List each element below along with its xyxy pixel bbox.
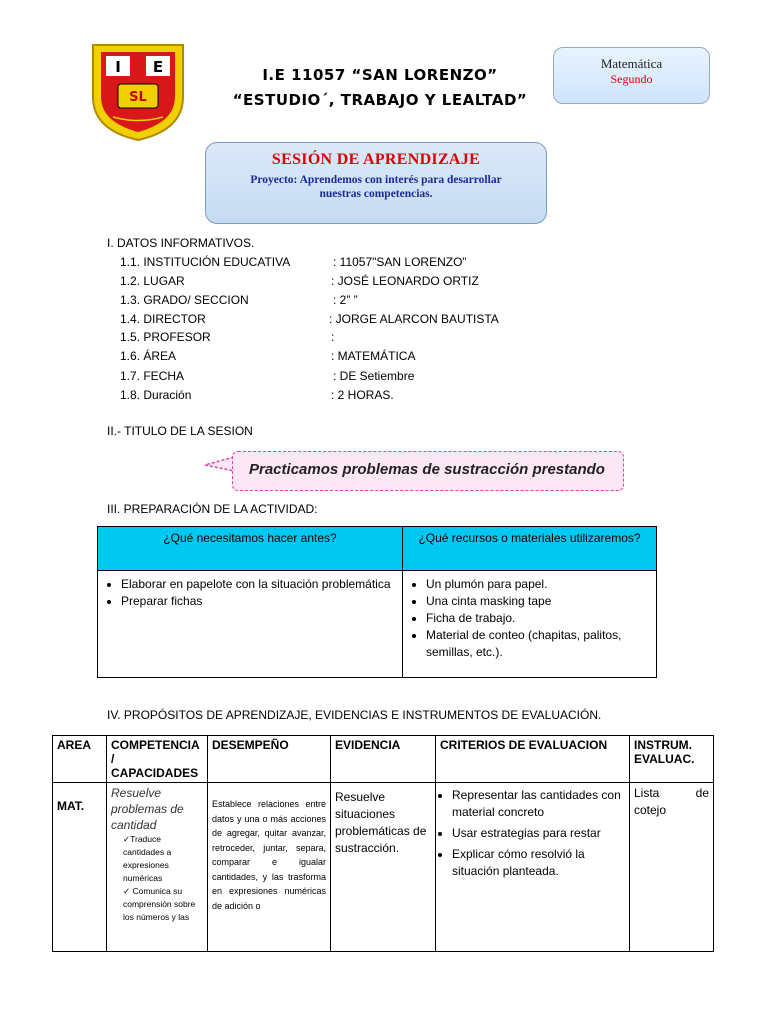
datos-value: :: [331, 330, 335, 344]
school-name: I.E 11057 “SAN LORENZO”: [262, 66, 498, 84]
datos-label: 1.7. FECHA: [120, 369, 185, 383]
crest-monogram: SL: [129, 90, 147, 105]
subject-area: Matemática: [600, 56, 663, 71]
prep-col2-cell: [403, 571, 657, 678]
col-header: AREA: [53, 736, 107, 783]
datos-label: 1.8. Duración: [120, 388, 192, 402]
session-title-callout: [232, 451, 624, 491]
list-item: • Un plumón para papel.: [426, 576, 655, 593]
criterio-item: • Representar las cantidades con material concreto: [452, 787, 625, 821]
datos-label: 1.4. DIRECTOR: [120, 312, 206, 326]
datos-value: : MATEMÁTICA: [331, 349, 416, 363]
datos-label: 1.5. PROFESOR: [120, 330, 211, 344]
col-header: CRITERIOS DE EVALUACION: [436, 736, 630, 783]
datos-label: 1.3. GRADO/ SECCION: [120, 293, 249, 307]
desempeno-text: Establece relaciones entre datos y una o más acciones de agregar, quitar avanzar, retroceder, juntar, separa, comparar e igualar cantidades, y las trasforma en expresiones numéricas de adición o: [212, 799, 326, 911]
crest-letter-e: E: [152, 58, 164, 76]
area-cell: MAT.: [53, 783, 107, 952]
desempeno-cell: [208, 783, 331, 952]
col-header: INSTRUM. EVALUAC.: [630, 736, 714, 783]
crest-letter-i: I: [115, 58, 121, 76]
datos-value: : 2 HORAS.: [331, 388, 394, 402]
propositos-table: [52, 735, 714, 952]
list-item: • Una cinta masking tape: [426, 593, 655, 610]
datos-label: 1.2. LUGAR: [120, 274, 185, 288]
datos-label: 1.6. ÁREA: [120, 349, 177, 363]
col-header: EVIDENCIA: [331, 736, 436, 783]
propositos-heading: IV. PROPÓSITOS DE APRENDIZAJE, EVIDENCIAS E INSTRUMENTOS DE EVALUACIÓN.: [107, 708, 602, 722]
session-box: [205, 142, 547, 224]
criterio-item: • Explicar cómo resolvió la situación planteada.: [452, 846, 625, 880]
titulo-heading: II.- TITULO DE LA SESION: [107, 424, 253, 438]
capacidad-item: ✓ Comunica su comprensión sobre los números y las: [123, 886, 196, 922]
list-item: • Material de conteo (chapitas, palitos, semillas, etc.).: [426, 627, 655, 661]
preparacion-table: [97, 526, 657, 678]
prep-col1-cell: [98, 571, 403, 678]
school-motto: “ESTUDIO´, TRABAJO Y LEALTAD”: [232, 91, 528, 109]
session-project: Proyecto: Aprendemos con interés para desarrollar nuestras competencias.: [250, 174, 502, 200]
instrumento-text: Lista de cotejo: [634, 786, 709, 817]
datos-heading: I. DATOS INFORMATIVOS.: [107, 236, 255, 250]
evidencia-cell: [331, 783, 436, 952]
datos-value: : 11057"SAN LORENZO”: [333, 255, 467, 269]
subject-badge: [553, 47, 710, 104]
competencia-title: Resuelve problemas de cantidad: [111, 786, 184, 832]
instrumento-cell: [630, 783, 714, 952]
datos-value: : DE Setiembre: [333, 369, 415, 383]
criterios-cell: [436, 783, 630, 952]
evidencia-text: Resuelve situaciones problemáticas de sustracción.: [335, 790, 427, 855]
preparacion-heading: III. PREPARACIÓN DE LA ACTIVIDAD:: [107, 502, 318, 516]
competencia-cell: [107, 783, 208, 952]
list-item: • Elaborar en papelote con la situación problemática: [121, 576, 401, 593]
session-title: SESIÓN DE APRENDIZAJE: [271, 151, 481, 168]
datos-label: 1.1. INSTITUCIÓN EDUCATIVA: [120, 255, 291, 269]
prep-col1-header: ¿Qué necesitamos hacer antes?: [98, 527, 403, 571]
prep-col2-header: ¿Qué recursos o materiales utilizaremos?: [403, 527, 657, 571]
col-header: DESEMPEÑO: [208, 736, 331, 783]
col-header: COMPETENCIA / CAPACIDADES: [107, 736, 208, 783]
list-item: • Preparar fichas: [121, 593, 401, 610]
callout-pointer: [203, 455, 235, 475]
capacidad-item: ✓Traduce cantidades a expresiones numéricas: [123, 834, 172, 883]
datos-value: : JOSÉ LEONARDO ORTIZ: [331, 274, 479, 288]
session-topic: Practicamos problemas de sustracción prestando: [249, 461, 605, 478]
datos-value: : 2” ”: [333, 293, 358, 307]
list-item: • Ficha de trabajo.: [426, 610, 655, 627]
datos-value: : JORGE ALARCON BAUTISTA: [329, 312, 499, 326]
subject-grade: Segundo: [610, 72, 653, 86]
criterio-item: • Usar estrategias para restar: [452, 825, 625, 842]
school-crest-logo: [88, 42, 188, 142]
